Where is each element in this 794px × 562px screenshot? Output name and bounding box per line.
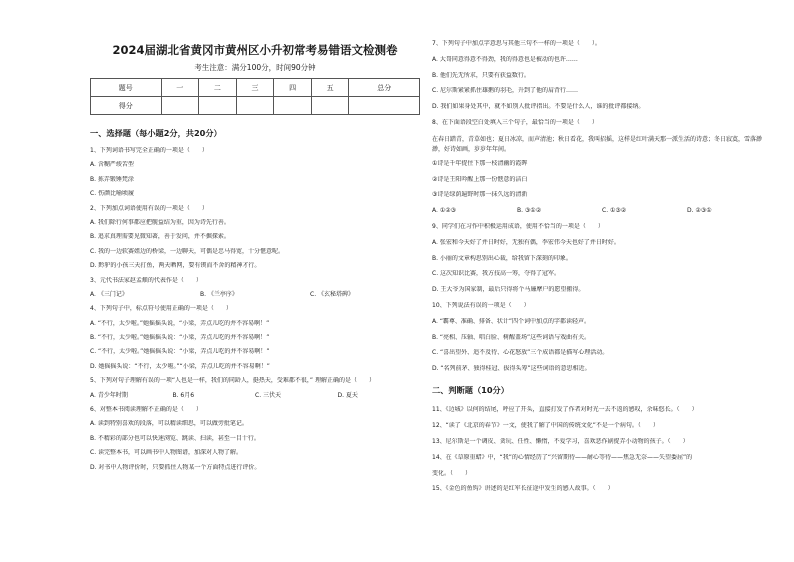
option: B. 《兰亭序》 [200,290,238,298]
question-stem: 3、元代书法家赵孟頫的代表作是（ ） [90,276,202,284]
option: B. “不行，太少啦。”她摇摇头说：“小梁，弄点儿吃的并不容易啊！” [90,334,270,342]
option: C. 这次知识比赛，我方技高一筹，夺得了冠军。 [432,270,561,278]
score-entry-cell[interactable] [199,97,237,115]
score-cell: 二 [199,79,237,97]
judgment-item: 15、《金色的鱼钩》讲述的是红军长征途中发生的感人故事。（ ） [432,485,614,493]
option: A. 含糊严竣苦型 [90,161,134,169]
score-entry-cell[interactable] [349,97,420,115]
score-cell: 五 [311,79,349,97]
option-row [90,291,420,298]
section-heading: 一、选择题（每小题2分，共20分） [90,128,222,138]
judgment-item: 14、在《草原重蜡》中，“我”的心情经历了“兴留期待——耐心等待——焦急无奈——失望委屈”的 [432,453,693,461]
option-row [432,207,772,214]
option: A. ①②③ [432,207,456,215]
score-table-score-row [91,97,420,115]
score-cell: 四 [274,79,312,97]
option: A. 大哥同意得意不得劲，我的得意也是被动的也许…… [432,55,578,63]
score-table [90,78,420,115]
score-cell: 一 [161,79,199,97]
score-entry-cell[interactable] [311,97,349,115]
judgment-item-continued: 变化。（ ） [432,469,472,477]
option: A. “霸尊、准确、排备、状计”四个词中加点的字都读轻声。 [432,317,591,325]
option: B. 拣弄锻锤梵涂 [90,175,134,183]
option: C. 尼尔斯紧紧抓住雄鹅的羽毛，升到了他的肩背行…… [432,87,579,95]
judgment-item: 13、尼尔斯是一个调皮、贪玩、任性、懒惰，不爱学习，喜欢恶作剧捉弄小动物的孩子。（ ） [432,437,689,445]
question-stem: 5、下列对句子理解有误的一项“人也是一样，我们的同龄人，挺热天，受难都不很，” 理解正确的是（ ） [90,377,375,385]
score-cell: 总分 [349,79,420,97]
option: C. 三伏天 [255,391,282,399]
option: D. 对书中人物评价时，只要抓住人物某一个方面特点进行评价。 [90,463,261,471]
passage-line: ①诗是千年捉住下那一枝清幽的霞晖 [432,159,528,167]
option: A. 张宏和今天好了并日时好，无独有偶，李宏伟今天也好了并日时好。 [432,238,620,246]
option: C. “不行，太少啦。”她摇摇头说：“小梁，弄点儿吃的并不容易啊！” [90,348,270,356]
score-entry-cell[interactable] [236,97,274,115]
option: B. 小丽的文章构思别出心裁，给我留下深刻的印象。 [432,254,572,262]
option: A. 《三门记》 [90,290,128,298]
option: D. ②③① [687,207,712,215]
option: B. 不精彩的部分也可以快速浏览、跳读、扫读，甚至一目十行。 [90,434,260,442]
score-entry-cell[interactable] [161,97,199,115]
exam-notice: 考生注意：满分100分，时间90分钟 [194,63,316,72]
question-stem: 6、对整本书阅读理解不正确的是（ ） [90,406,202,414]
option: B. ③①② [517,207,542,215]
passage-line: ③诗是绿荫遍野时那一抹久远的清新 [432,191,528,199]
option: D. “名列前茅、独得桂冠、拔得头筹”这些词语的意思相近。 [432,365,591,373]
option: C. ①③② [602,207,627,215]
option: C. 伤颜比喻顷履 [90,190,135,198]
score-cell: 三 [236,79,274,97]
option: C. 《玄秘塔碑》 [310,290,355,298]
option: A. 青少年时期 [90,391,128,399]
option: B. “亮相、压轴、唱白脸、树醒盖场”这些词语与戏曲有关。 [432,333,591,341]
option: B. 6月6 [172,391,195,399]
passage-line: ②诗是王阳吟醒上那一份惬意的洁白 [432,175,528,183]
option: A. “不行，太少啦。”她摇摇头说，“小梁，弄点儿吃的并不容易啊！” [90,319,270,327]
question-stem: 9、同学们在习作中积极运用成语，使用不恰当的一项是（ ） [432,222,604,230]
option: D. 我们如果身处其中，就不如别人批评指出。不要是什么人，谁的批评都接纳。 [432,103,645,111]
score-entry-cell[interactable] [274,97,312,115]
option: C. “喜出望外、追不及待、心花怒放”三个成语都是描写心理活动。 [432,349,609,357]
option: D. 夏天 [337,391,358,399]
question-stem: 7、下列句子中加点字意思与其他三句不一样的一项是（ ）。 [432,40,601,47]
option: A. 我们除行何事都应把舰益结为重，因为诗先行善。 [90,218,230,226]
option-row [90,392,420,399]
question-stem: 1、下列词语书写完全正确的一项是（ ） [90,147,208,154]
question-stem: 4、下列句子中，标点符号使用正确的一项是（ ） [90,305,232,313]
option: B. 他们先无所求，只要有获益数行。 [432,71,530,79]
judgment-item: 12、“读了《北京的春节》一文，使我了解了中国的传统文化”不是一个病句。（ ） [432,422,659,430]
option: D. 王大爷为国家制，最后只得将个马廉摩户的愿望搬得。 [432,286,585,294]
score-cell: 得分 [91,97,162,115]
option: C. 读完整本书，可以画书中人物图谱，加深对人物了解。 [90,449,243,457]
option: A. 读到特别喜欢的段落，可以精读细思，可以做旁批笔记。 [90,420,248,428]
score-cell: 题号 [91,79,162,97]
score-table-header-row [91,79,420,97]
option: C. 我的一边软赛姐边的桥梁，一边聊天，可偶是忠马得宽，十分惬意呢。 [90,247,285,255]
option: D. 黔驴的小孩三天打鱼，两天晒网，要有锲而不舍的精神才行。 [90,262,261,270]
right-column [432,40,772,501]
exam-title: 2024届湖北省黄冈市黄州区小升初常考易错语文检测卷 [112,43,398,57]
option: B. 追求真理需要见微知著，善于发问，并不掘探索。 [90,233,230,241]
question-stem: 2、下列加点词语使用有误的一项是（ ） [90,204,208,212]
question-stem: 10、下列说法有误的一项是（ ） [432,301,530,309]
left-column [90,36,420,478]
reading-passage: 在春日踏青，青草如也；夏日冰凉，而声清池；秋日看花，我叫招摇，这样是红叶满天那一派生活的诗意；冬日寂寞，雪落渺渺，好诗如画，岁岁年年间。 [432,135,763,154]
judgment-item: 11、《边城》以何的结尾，呼应了开头，直接打发了作者对时光一去不返的感叹，余味悠长。（ ） [432,406,698,414]
section-heading: 二、判断题（10分） [432,385,509,396]
question-stem: 8、在下面语段空白处填入三个句子，最恰当的一项是（ ） [432,118,598,126]
option: D. 她摇摇头说：“不行，太少啦。”“小梁，弄点儿吃的并不容易啊！” [90,362,270,370]
